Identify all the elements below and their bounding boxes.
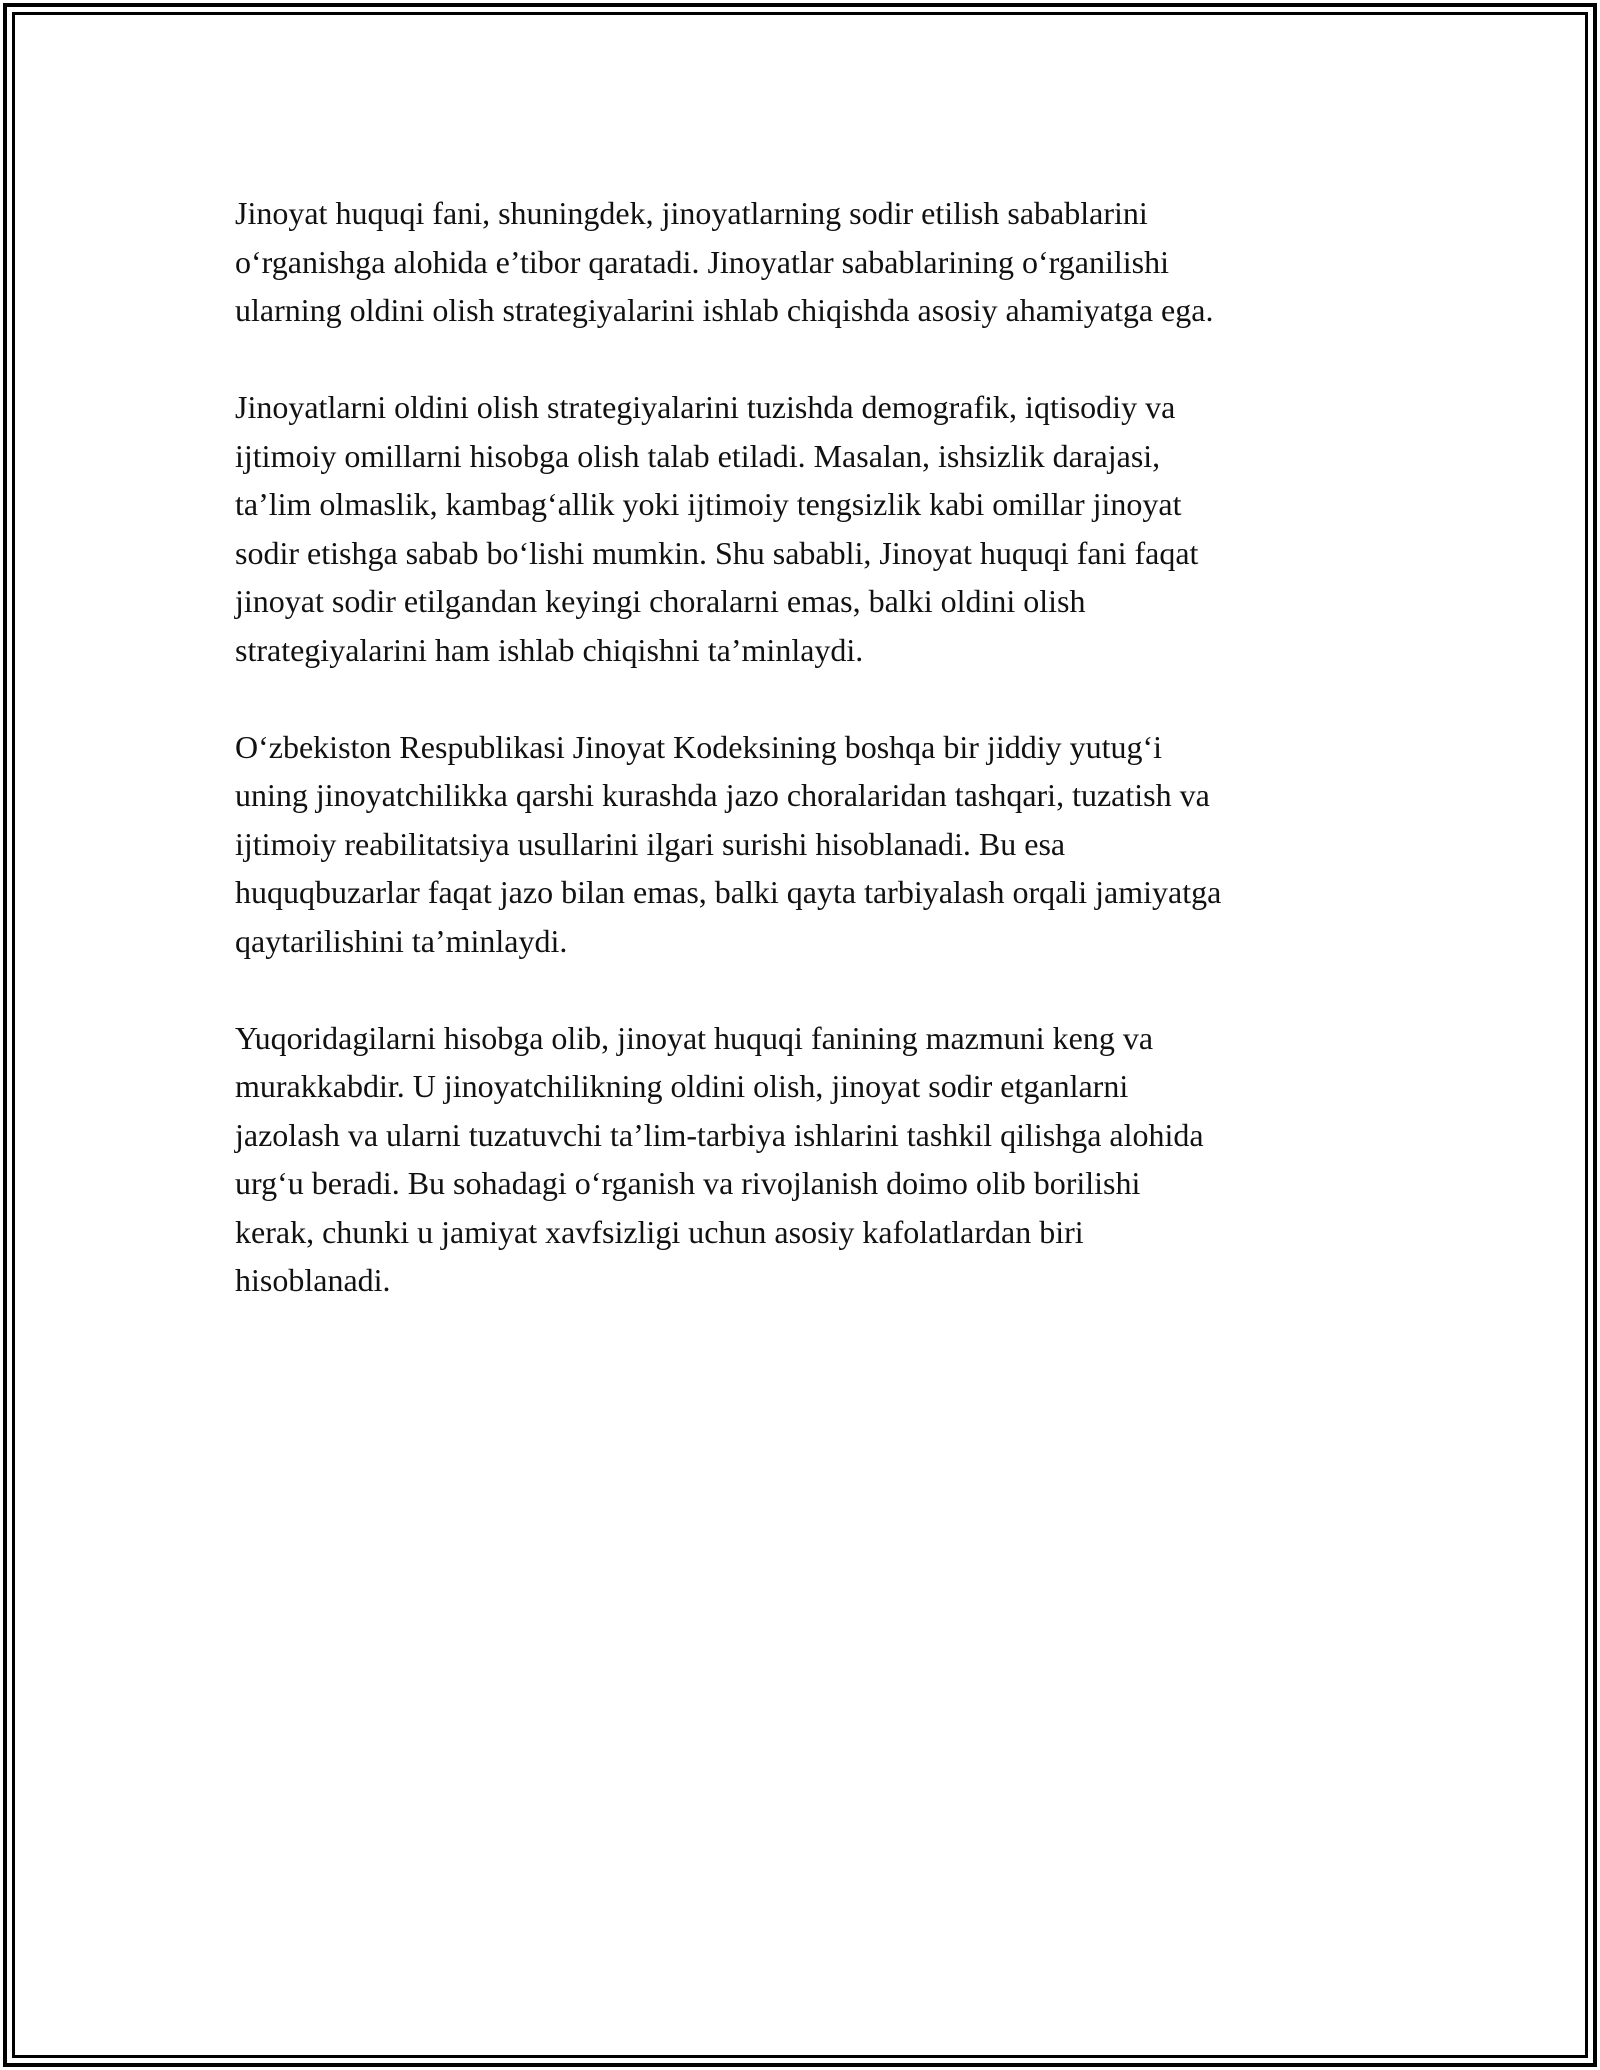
- document-body: [235, 189, 1365, 1353]
- text-line: Jinoyatlarni oldini olish strategiyalarini tuzishda demografik, iqtisodiy va: [235, 389, 1176, 425]
- text-line: ijtimoiy omillarni hisobga olish talab etiladi. Masalan, ishsizlik darajasi,: [235, 437, 1161, 474]
- text-line: huquqbuzarlar faqat jazo bilan emas, balki qayta tarbiyalash orqali jamiyatga: [235, 874, 1222, 910]
- paragraph-4: [235, 1014, 1365, 1305]
- text-line: ijtimoiy reabilitatsiya usullarini ilgari surishi hisoblanadi. Bu esa: [235, 825, 1066, 862]
- text-line: murakkabdir. U jinoyatchilikning oldini olish, jinoyat sodir etganlarni: [235, 1068, 1129, 1104]
- paragraph-1: [235, 189, 1365, 335]
- paragraph-3: [235, 723, 1365, 966]
- text-line: urg‘u beradi. Bu sohadagi o‘rganish va rivojlanish doimo olib borilishi: [235, 1165, 1141, 1201]
- text-line: ta’lim olmaslik, kambag‘allik yoki ijtimoiy tengsizlik kabi omillar jinoyat: [235, 486, 1182, 522]
- text-line: hisoblanadi.: [235, 1262, 391, 1298]
- text-line: jazolash va ularni tuzatuvchi ta’lim-tarbiya ishlarini tashkil qilishga alohida: [235, 1116, 1204, 1153]
- text-line: Yuqoridagilarni hisobga olib, jinoyat huquqi fanining mazmuni keng va: [235, 1019, 1154, 1056]
- text-line: O‘zbekiston Respublikasi Jinoyat Kodeksining boshqa bir jiddiy yutug‘i: [235, 728, 1163, 765]
- text-line: sodir etishga sabab bo‘lishi mumkin. Shu sababli, Jinoyat huquqi fani faqat: [235, 534, 1199, 571]
- text-line: o‘rganishga alohida e’tibor qaratadi. Jinoyatlar sabablarining o‘rganilishi: [235, 243, 1169, 280]
- text-line: jinoyat sodir etilgandan keyingi choralarni emas, balki oldini olish: [235, 583, 1086, 619]
- text-line: Jinoyat huquqi fani, shuningdek, jinoyatlarning sodir etilish sabablarini: [235, 195, 1148, 231]
- paragraph-2: [235, 383, 1365, 674]
- text-line: kerak, chunki u jamiyat xavfsizligi uchun asosiy kafolatlardan biri: [235, 1213, 1084, 1250]
- text-line: qaytarilishini ta’minlaydi.: [235, 922, 568, 959]
- text-line: uning jinoyatchilikka qarshi kurashda jazo choralaridan tashqari, tuzatish va: [235, 777, 1210, 813]
- text-line: ularning oldini olish strategiyalarini ishlab chiqishda asosiy ahamiyatga ega.: [235, 292, 1214, 328]
- text-line: strategiyalarini ham ishlab chiqishni ta’minlaydi.: [235, 631, 864, 668]
